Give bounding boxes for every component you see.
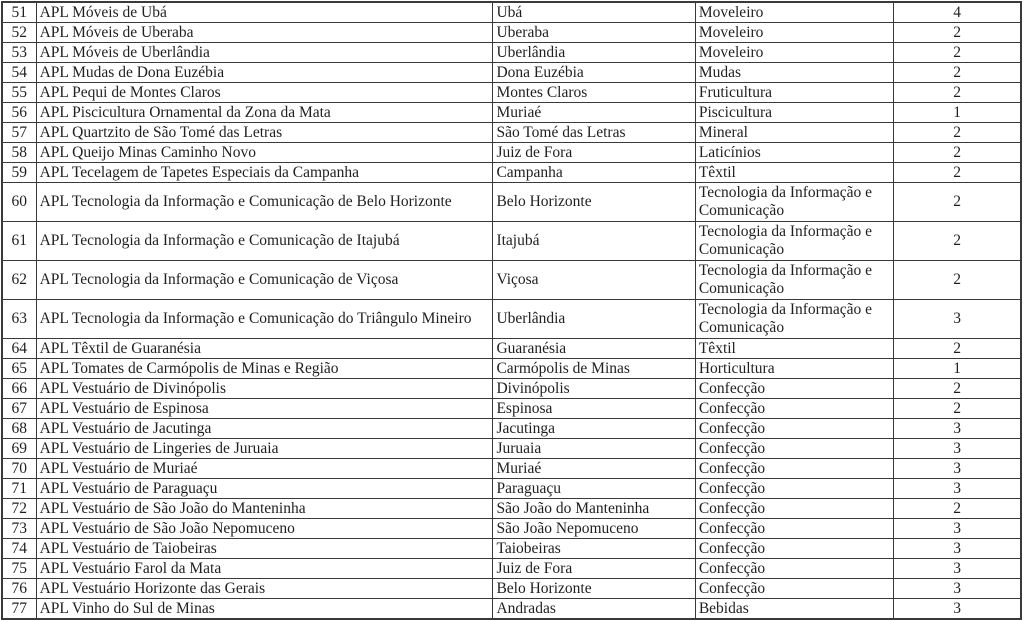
city-cell: Carmópolis de Minas <box>493 359 695 379</box>
apl-name-cell: APL Tecnologia da Informação e Comunicação de Belo Horizonte <box>36 183 493 222</box>
sector-cell: Confecção <box>695 419 893 439</box>
apl-name-cell: APL Quartzito de São Tomé das Letras <box>36 123 493 143</box>
sector-cell: Confecção <box>695 559 893 579</box>
row-number-cell: 72 <box>2 499 36 519</box>
city-cell: Uberlândia <box>493 300 695 339</box>
count-cell: 2 <box>894 499 1021 519</box>
sector-cell: Confecção <box>695 479 893 499</box>
apl-name-cell: APL Tecnologia da Informação e Comunicação de Viçosa <box>36 261 493 300</box>
table-row <box>2 339 1021 359</box>
row-number-cell: 64 <box>2 339 36 359</box>
table-row <box>2 300 1021 339</box>
city-cell: Paraguaçu <box>493 479 695 499</box>
city-cell: São Tomé das Letras <box>493 123 695 143</box>
apl-name-cell: APL Tecelagem de Tapetes Especiais da Campanha <box>36 163 493 183</box>
row-number-cell: 63 <box>2 300 36 339</box>
sector-cell: Confecção <box>695 439 893 459</box>
count-cell: 1 <box>894 103 1021 123</box>
sector-cell: Têxtil <box>695 163 893 183</box>
city-cell: São João Nepomuceno <box>493 519 695 539</box>
city-cell: Taiobeiras <box>493 539 695 559</box>
row-number-cell: 52 <box>2 23 36 43</box>
row-number-cell: 61 <box>2 222 36 261</box>
count-cell: 2 <box>894 43 1021 63</box>
table-row <box>2 579 1021 599</box>
city-cell: Belo Horizonte <box>493 579 695 599</box>
table-row <box>2 63 1021 83</box>
apl-name-cell: APL Vestuário Horizonte das Gerais <box>36 579 493 599</box>
apl-name-cell: APL Móveis de Ubá <box>36 2 493 23</box>
row-number-cell: 57 <box>2 123 36 143</box>
city-cell: Viçosa <box>493 261 695 300</box>
row-number-cell: 55 <box>2 83 36 103</box>
city-cell: Divinópolis <box>493 379 695 399</box>
city-cell: Itajubá <box>493 222 695 261</box>
count-cell: 2 <box>894 399 1021 419</box>
table-row <box>2 123 1021 143</box>
city-cell: Andradas <box>493 599 695 620</box>
row-number-cell: 77 <box>2 599 36 620</box>
apl-name-cell: APL Piscicultura Ornamental da Zona da Mata <box>36 103 493 123</box>
table-row <box>2 163 1021 183</box>
table-row <box>2 83 1021 103</box>
row-number-cell: 68 <box>2 419 36 439</box>
city-cell: São João do Manteninha <box>493 499 695 519</box>
city-cell: Dona Euzébia <box>493 63 695 83</box>
sector-cell: Tecnologia da Informação e Comunicação <box>695 183 893 222</box>
row-number-cell: 74 <box>2 539 36 559</box>
sector-cell: Tecnologia da Informação e Comunicação <box>695 261 893 300</box>
city-cell: Juruaia <box>493 439 695 459</box>
row-number-cell: 76 <box>2 579 36 599</box>
count-cell: 2 <box>894 339 1021 359</box>
sector-cell: Fruticultura <box>695 83 893 103</box>
row-number-cell: 65 <box>2 359 36 379</box>
row-number-cell: 71 <box>2 479 36 499</box>
sector-cell: Confecção <box>695 499 893 519</box>
row-number-cell: 60 <box>2 183 36 222</box>
sector-cell: Horticultura <box>695 359 893 379</box>
count-cell: 2 <box>894 83 1021 103</box>
row-number-cell: 53 <box>2 43 36 63</box>
sector-cell: Confecção <box>695 519 893 539</box>
table-row <box>2 103 1021 123</box>
count-cell: 2 <box>894 143 1021 163</box>
table-row <box>2 419 1021 439</box>
apl-name-cell: APL Vestuário de Paraguaçu <box>36 479 493 499</box>
table-row <box>2 519 1021 539</box>
city-cell: Guaranésia <box>493 339 695 359</box>
count-cell: 3 <box>894 519 1021 539</box>
table-row <box>2 379 1021 399</box>
count-cell: 3 <box>894 419 1021 439</box>
row-number-cell: 75 <box>2 559 36 579</box>
table-row <box>2 261 1021 300</box>
count-cell: 2 <box>894 23 1021 43</box>
apl-name-cell: APL Vestuário de Jacutinga <box>36 419 493 439</box>
sector-cell: Mudas <box>695 63 893 83</box>
table-row <box>2 499 1021 519</box>
apl-name-cell: APL Vestuário de Divinópolis <box>36 379 493 399</box>
apl-name-cell: APL Tecnologia da Informação e Comunicação de Itajubá <box>36 222 493 261</box>
table-row <box>2 2 1021 23</box>
row-number-cell: 56 <box>2 103 36 123</box>
city-cell: Muriaé <box>493 459 695 479</box>
sector-cell: Laticínios <box>695 143 893 163</box>
sector-cell: Confecção <box>695 379 893 399</box>
sector-cell: Confecção <box>695 399 893 419</box>
city-cell: Muriaé <box>493 103 695 123</box>
apl-table-body <box>2 2 1021 619</box>
count-cell: 2 <box>894 123 1021 143</box>
apl-name-cell: APL Tecnologia da Informação e Comunicação do Triângulo Mineiro <box>36 300 493 339</box>
count-cell: 3 <box>894 599 1021 620</box>
table-row <box>2 459 1021 479</box>
sector-cell: Piscicultura <box>695 103 893 123</box>
count-cell: 2 <box>894 163 1021 183</box>
apl-name-cell: APL Vinho do Sul de Minas <box>36 599 493 620</box>
city-cell: Jacutinga <box>493 419 695 439</box>
apl-name-cell: APL Vestuário de Lingeries de Juruaia <box>36 439 493 459</box>
apl-name-cell: APL Vestuário de São João Nepomuceno <box>36 519 493 539</box>
apl-name-cell: APL Pequi de Montes Claros <box>36 83 493 103</box>
row-number-cell: 62 <box>2 261 36 300</box>
count-cell: 2 <box>894 63 1021 83</box>
apl-name-cell: APL Vestuário Farol da Mata <box>36 559 493 579</box>
count-cell: 1 <box>894 359 1021 379</box>
apl-name-cell: APL Vestuário de Espinosa <box>36 399 493 419</box>
apl-name-cell: APL Vestuário de São João do Manteninha <box>36 499 493 519</box>
city-cell: Espinosa <box>493 399 695 419</box>
city-cell: Belo Horizonte <box>493 183 695 222</box>
sector-cell: Tecnologia da Informação e Comunicação <box>695 300 893 339</box>
sector-cell: Confecção <box>695 579 893 599</box>
apl-name-cell: APL Vestuário de Muriaé <box>36 459 493 479</box>
sector-cell: Moveleiro <box>695 2 893 23</box>
apl-name-cell: APL Móveis de Uberaba <box>36 23 493 43</box>
sector-cell: Mineral <box>695 123 893 143</box>
table-row <box>2 439 1021 459</box>
table-row <box>2 479 1021 499</box>
row-number-cell: 59 <box>2 163 36 183</box>
apl-name-cell: APL Vestuário de Taiobeiras <box>36 539 493 559</box>
sector-cell: Confecção <box>695 459 893 479</box>
count-cell: 2 <box>894 379 1021 399</box>
count-cell: 3 <box>894 300 1021 339</box>
apl-name-cell: APL Tomates de Carmópolis de Minas e Região <box>36 359 493 379</box>
table-row <box>2 143 1021 163</box>
count-cell: 3 <box>894 439 1021 459</box>
table-row <box>2 23 1021 43</box>
table-row <box>2 539 1021 559</box>
apl-table <box>1 1 1022 620</box>
sector-cell: Moveleiro <box>695 43 893 63</box>
count-cell: 4 <box>894 2 1021 23</box>
row-number-cell: 66 <box>2 379 36 399</box>
city-cell: Uberlândia <box>493 43 695 63</box>
count-cell: 2 <box>894 183 1021 222</box>
table-row <box>2 222 1021 261</box>
sector-cell: Bebidas <box>695 599 893 620</box>
count-cell: 3 <box>894 579 1021 599</box>
count-cell: 2 <box>894 261 1021 300</box>
apl-name-cell: APL Têxtil de Guaranésia <box>36 339 493 359</box>
row-number-cell: 67 <box>2 399 36 419</box>
row-number-cell: 69 <box>2 439 36 459</box>
apl-name-cell: APL Queijo Minas Caminho Novo <box>36 143 493 163</box>
row-number-cell: 70 <box>2 459 36 479</box>
row-number-cell: 54 <box>2 63 36 83</box>
table-row <box>2 359 1021 379</box>
count-cell: 3 <box>894 559 1021 579</box>
row-number-cell: 58 <box>2 143 36 163</box>
city-cell: Juiz de Fora <box>493 559 695 579</box>
apl-name-cell: APL Móveis de Uberlândia <box>36 43 493 63</box>
count-cell: 3 <box>894 539 1021 559</box>
row-number-cell: 51 <box>2 2 36 23</box>
count-cell: 3 <box>894 479 1021 499</box>
city-cell: Ubá <box>493 2 695 23</box>
table-row <box>2 399 1021 419</box>
count-cell: 2 <box>894 222 1021 261</box>
apl-name-cell: APL Mudas de Dona Euzébia <box>36 63 493 83</box>
sector-cell: Tecnologia da Informação e Comunicação <box>695 222 893 261</box>
sector-cell: Têxtil <box>695 339 893 359</box>
city-cell: Uberaba <box>493 23 695 43</box>
sector-cell: Confecção <box>695 539 893 559</box>
table-row <box>2 559 1021 579</box>
table-row <box>2 183 1021 222</box>
row-number-cell: 73 <box>2 519 36 539</box>
city-cell: Montes Claros <box>493 83 695 103</box>
city-cell: Campanha <box>493 163 695 183</box>
table-row <box>2 43 1021 63</box>
count-cell: 3 <box>894 459 1021 479</box>
sector-cell: Moveleiro <box>695 23 893 43</box>
city-cell: Juiz de Fora <box>493 143 695 163</box>
